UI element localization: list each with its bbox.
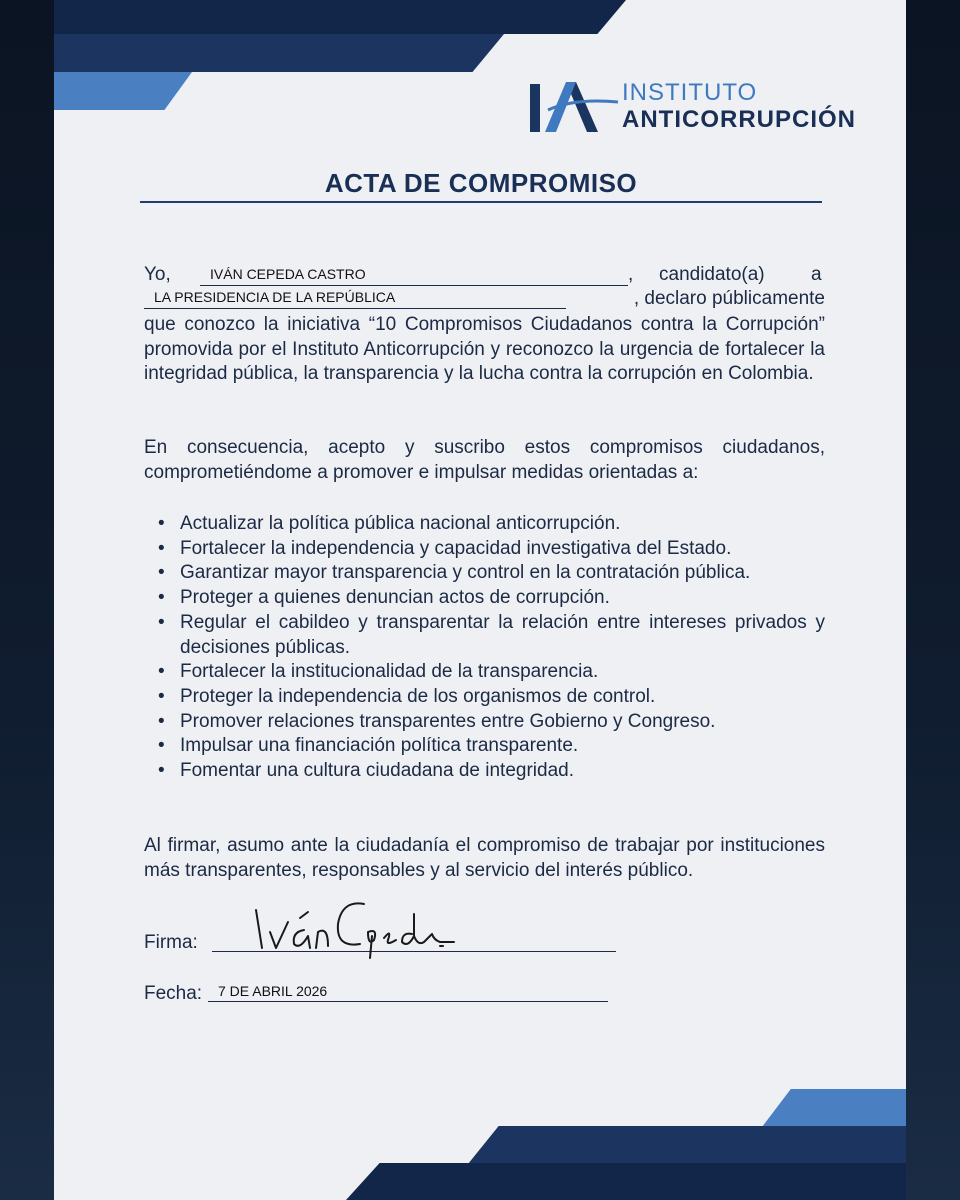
handwritten-signature bbox=[242, 888, 462, 968]
org-name-line1: INSTITUTO bbox=[622, 79, 758, 106]
commitment-item: • Impulsar una financiación política transparente. bbox=[144, 734, 825, 759]
title-underline bbox=[140, 201, 822, 203]
intro-yo: Yo, bbox=[144, 264, 171, 285]
ia-logo-icon bbox=[526, 76, 618, 136]
name-field: IVÁN CEPEDA CASTRO bbox=[200, 266, 628, 286]
intro-paragraph: que conozco la iniciativa “10 Compromisos Ciudadanos contra la Corrupción” promovida por el Instituto Anticorrupción y reconozco la urgencia de fortalecer la integridad pública, la transparencia y la lucha contra la corrupción en Colombia. bbox=[144, 314, 825, 384]
commitment-item: • Regular el cabildeo y transparentar la relación entre intereses privados y decisiones públicas. bbox=[144, 611, 825, 660]
commitment-item: • Fortalecer la independencia y capacidad investigativa del Estado. bbox=[144, 537, 825, 562]
footer-band-mid bbox=[468, 1126, 906, 1164]
commitment-item: • Garantizar mayor transparencia y control en la contratación pública. bbox=[144, 561, 825, 586]
document-title: ACTA DE COMPROMISO bbox=[324, 168, 638, 198]
consequence-paragraph: En consecuencia, acepto y suscribo estos compromisos ciudadanos, comprometiéndome a promover e impulsar medidas orientadas a: bbox=[144, 437, 825, 483]
header-band-accent bbox=[54, 72, 192, 110]
org-name-line2: ANTICORRUPCIÓN bbox=[622, 106, 856, 133]
commitment-item: • Fomentar una cultura ciudadana de integridad. bbox=[144, 759, 825, 784]
commitment-item: • Proteger la independencia de los organismos de control. bbox=[144, 685, 825, 710]
intro-declaro: , declaro públicamente bbox=[633, 288, 825, 309]
commitments-list bbox=[144, 512, 825, 784]
intro-comma: , bbox=[628, 264, 634, 285]
intro-a: a bbox=[811, 264, 822, 285]
document-page bbox=[54, 0, 906, 1200]
commitment-item: • Fortalecer la institucionalidad de la transparencia. bbox=[144, 660, 825, 685]
footer-band-dark bbox=[346, 1163, 906, 1200]
commitment-item: • Actualizar la política pública nacional anticorrupción. bbox=[144, 512, 825, 537]
commitment-item: • Promover relaciones transparentes entre Gobierno y Congreso. bbox=[144, 710, 825, 735]
date-field: 7 DE ABRIL 2026 bbox=[208, 983, 608, 1002]
intro-candidato: candidato(a) bbox=[659, 264, 765, 285]
closing-paragraph: Al firmar, asumo ante la ciudadanía el compromiso de trabajar por instituciones más transparentes, responsables y al servicio del interés público. bbox=[144, 835, 825, 881]
header-band-mid bbox=[54, 34, 504, 72]
office-field: LA PRESIDENCIA DE LA REPÚBLICA bbox=[144, 289, 566, 309]
footer-band-accent bbox=[762, 1089, 906, 1127]
commitment-item: • Proteger a quienes denuncian actos de corrupción. bbox=[144, 586, 825, 611]
signature-label: Firma: bbox=[144, 932, 198, 953]
header-band-dark bbox=[54, 0, 626, 34]
date-label: Fecha: bbox=[144, 983, 203, 1004]
